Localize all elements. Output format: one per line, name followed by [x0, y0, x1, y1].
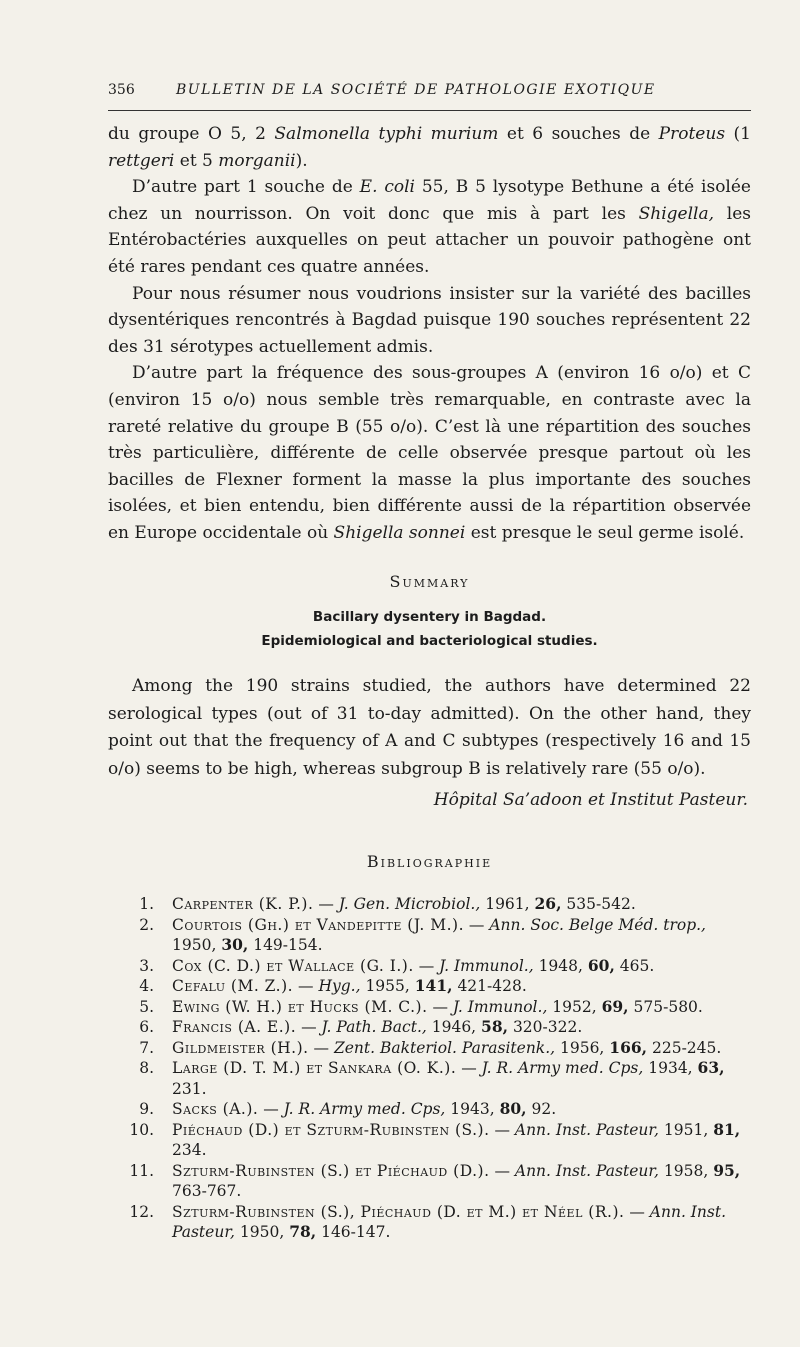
- reference-journal: Hyg.,: [318, 977, 361, 995]
- reference-journal: Ann. Inst. Pasteur,: [514, 1120, 659, 1139]
- bibliography-entry: [108, 1202, 751, 1243]
- reference-number: 1.: [139, 895, 154, 913]
- reference-volume: 26,: [534, 894, 562, 913]
- reference-journal: Ann. Inst. Pasteur,: [514, 1161, 659, 1180]
- reference-year: 1952,: [547, 997, 602, 1016]
- reference-year: 1951,: [658, 1120, 714, 1139]
- reference-separator: —: [413, 956, 440, 975]
- reference-number: 7.: [139, 1038, 154, 1057]
- reference-volume: 60,: [587, 955, 615, 975]
- reference-journal: J. Gen. Microbiol.,: [338, 895, 481, 913]
- reference-pages: 234.: [172, 1141, 207, 1159]
- reference-pages: 225-245.: [647, 1038, 722, 1057]
- reference-pages: 231.: [172, 1079, 207, 1098]
- bibliography-entry: [108, 1058, 751, 1099]
- reference-journal: J. Path. Bact.,: [321, 1018, 427, 1036]
- reference-authors: Large (D. T. M.) et Sankara (O. K.).: [172, 1059, 457, 1077]
- affiliation: Hôpital Sa’adoon et Institut Pasteur.: [433, 790, 748, 810]
- reference-authors: Piéchaud (D.) et Szturm-Rubinsten (S.).: [172, 1120, 490, 1139]
- header-rule: [108, 110, 751, 111]
- reference-pages: 535-542.: [561, 895, 636, 913]
- running-head-title: BULLETIN DE LA SOCIÉTÉ DE PATHOLOGIE EXOTIQUE: [176, 82, 656, 98]
- reference-volume: 58,: [481, 1017, 509, 1036]
- reference-separator: —: [427, 997, 453, 1016]
- summary-text: Among the 190 strains studied, the authors have determined 22 serological types (out of 31 to-day admitted). On the other hand, they point out that the frequency of A and C subtypes (respectively 16 and 15 o/o) seems to be high, whereas subgroup B is relatively rare (55 o/o).: [108, 676, 751, 779]
- summary-title-line-2: Epidemiological and bacteriological studies.: [261, 633, 598, 649]
- bibliography-entry: [108, 1161, 751, 1202]
- reference-number: 10.: [129, 1120, 154, 1139]
- reference-pages: 92.: [526, 1100, 557, 1118]
- reference-separator: —: [489, 1161, 515, 1180]
- reference-separator: —: [456, 1059, 482, 1077]
- reference-year: 1934,: [643, 1059, 698, 1077]
- reference-journal: J. Immunol.,: [439, 956, 534, 975]
- summary-title: [108, 605, 751, 653]
- reference-year: 1943,: [445, 1100, 500, 1118]
- reference-number: 6.: [139, 1018, 154, 1036]
- reference-separator: —: [489, 1120, 515, 1139]
- bibliography-entry: [108, 1120, 751, 1161]
- reference-authors: Carpenter (K. P.).: [172, 895, 314, 913]
- reference-journal: J. R. Army med. Cps,: [283, 1100, 446, 1118]
- bibliography-entry: [108, 915, 751, 956]
- reference-volume: 141,: [414, 976, 453, 995]
- reference-journal: J. Immunol.,: [452, 997, 548, 1016]
- reference-year: 1958,: [658, 1161, 714, 1180]
- reference-separator: —: [313, 895, 339, 913]
- reference-volume: 81,: [713, 1119, 741, 1139]
- bibliography-heading: Bibliographie: [366, 852, 493, 871]
- reference-authors: Szturm-Rubinsten (S.) et Piéchaud (D.).: [172, 1161, 490, 1180]
- reference-separator: —: [296, 1018, 322, 1036]
- reference-volume: 63,: [697, 1058, 725, 1077]
- reference-separator: —: [308, 1038, 334, 1057]
- reference-separator: —: [293, 977, 319, 995]
- bibliography-entry: [108, 894, 751, 915]
- paragraph-1: du groupe O 5, 2 Salmonella typhi murium et 6 souches de Proteus (1 rettgeri et 5 morganii).: [108, 124, 751, 171]
- page-number: 356: [108, 82, 135, 98]
- reference-volume: 166,: [609, 1037, 648, 1057]
- reference-year: 1950,: [172, 936, 222, 954]
- reference-number: 11.: [129, 1161, 154, 1180]
- reference-authors: Cefalu (M. Z.).: [172, 977, 294, 995]
- reference-year: 1956,: [555, 1038, 610, 1057]
- reference-separator: —: [464, 915, 490, 934]
- reference-volume: 80,: [499, 1099, 527, 1118]
- paragraph-2: D’autre part 1 souche de E. coli 55, B 5 lysotype Bethune a été isolée chez un nourrisson. On voit donc que mis à part les Shigella, les Entérobactéries auxquelles on peut attacher un pouvoir pathogène ont été rares pendant ces quatre années.: [108, 177, 751, 277]
- reference-year: 1946,: [426, 1018, 482, 1036]
- reference-number: 12.: [129, 1202, 154, 1221]
- reference-separator: —: [258, 1100, 284, 1118]
- reference-pages: 763-767.: [172, 1182, 242, 1200]
- reference-authors: Szturm-Rubinsten (S.), Piéchaud (D. et M.) et Néel (R.).: [172, 1202, 625, 1221]
- reference-number: 9.: [139, 1100, 154, 1118]
- reference-journal: Ann. Inst. Pasteur,: [172, 1202, 727, 1241]
- bibliography-entry: [108, 956, 751, 977]
- paragraph-3: Pour nous résumer nous voudrions insister sur la variété des bacilles dysentériques rencontrés à Bagdad puisque 190 souches représentent 22 des 31 sérotypes actuellement admis.: [108, 283, 751, 357]
- reference-separator: —: [624, 1202, 650, 1221]
- bibliography-entry: [108, 1038, 751, 1059]
- reference-year: 1955,: [360, 977, 415, 995]
- reference-pages: 575-580.: [628, 997, 703, 1016]
- reference-number: 2.: [139, 915, 154, 934]
- reference-authors: Francis (A. E.).: [172, 1018, 297, 1036]
- reference-number: 4.: [139, 977, 154, 995]
- reference-authors: Gildmeister (H.).: [172, 1038, 309, 1057]
- reference-authors: Cox (C. D.) et Wallace (G. I.).: [172, 956, 414, 975]
- reference-authors: Courtois (Gh.) et Vandepitte (J. M.).: [172, 915, 464, 934]
- reference-number: 5.: [139, 997, 154, 1016]
- running-header: [108, 82, 751, 106]
- reference-pages: 146-147.: [316, 1223, 391, 1241]
- reference-authors: Sacks (A.).: [172, 1100, 259, 1118]
- reference-pages: 465.: [614, 956, 655, 975]
- reference-volume: 78,: [289, 1222, 317, 1241]
- reference-pages: 149-154.: [248, 936, 323, 954]
- reference-pages: 421-428.: [452, 977, 527, 995]
- reference-volume: 30,: [221, 935, 249, 954]
- bibliography-entry: [108, 997, 751, 1018]
- reference-authors: Ewing (W. H.) et Hucks (M. C.).: [172, 997, 428, 1016]
- reference-journal: J. R. Army med. Cps,: [481, 1059, 644, 1077]
- bibliography-list: [108, 894, 751, 1243]
- summary-title-line-1: Bacillary dysentery in Bagdad.: [312, 609, 547, 625]
- reference-volume: 69,: [601, 996, 629, 1016]
- bibliography-entry: [108, 1099, 751, 1120]
- bibliography-entry: [108, 1017, 751, 1038]
- reference-journal: Ann. Soc. Belge Méd. trop.,: [489, 915, 706, 934]
- article-body: [108, 121, 751, 547]
- reference-year: 1950,: [234, 1223, 290, 1241]
- paragraph-4: D’autre part la fréquence des sous-groupes A (environ 16 o/o) et C (environ 15 o/o) nous semble très remarquable, en contraste avec la rareté relative du groupe B (55 o/o). C’est là une répartition des souches très particulière, différente de celle observée presque partout où les bacilles de Flexner forment la masse la plus importante des souches isolées, et bien entendu, bien différente aussi de la répartition observée en Europe occidentale où Shigella sonnei est presque le seul germe isolé.: [108, 363, 751, 543]
- reference-year: 1961,: [480, 895, 535, 913]
- reference-pages: 320-322.: [508, 1018, 583, 1036]
- bibliography-entry: [108, 976, 751, 997]
- reference-year: 1948,: [533, 956, 588, 975]
- reference-number: 8.: [139, 1059, 154, 1077]
- summary-heading: Summary: [389, 572, 470, 591]
- reference-journal: Zent. Bakteriol. Parasitenk.,: [333, 1038, 556, 1057]
- reference-number: 3.: [139, 956, 154, 975]
- reference-volume: 95,: [713, 1160, 741, 1180]
